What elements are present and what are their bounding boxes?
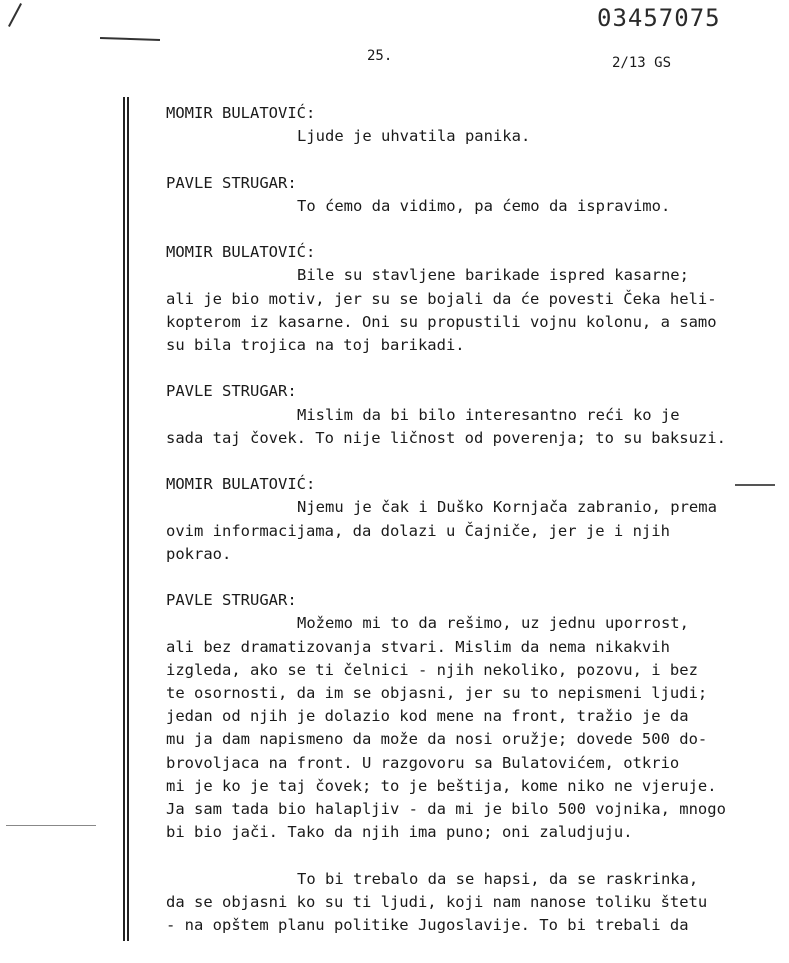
text-line: sada taj čovek. To nije ličnost od poverenja; to su baksuzi. (166, 428, 726, 447)
text-line: - na opštem planu politike Jugoslavije. To bi trebali da (166, 916, 689, 935)
speech-block (166, 102, 736, 148)
text-line: jedan od njih je dolazio kod mene na front, tražio je da (166, 707, 689, 726)
text-line: brovoljaca na front. U razgovoru sa Bulatovićem, otkrio (166, 753, 680, 772)
text-line: Možemo mi to da rešimo, uz jednu uporrost, (297, 614, 689, 633)
speech-block (166, 380, 736, 450)
text-line: Ljude je uhvatila panika. (297, 127, 531, 146)
transcript-body (166, 102, 736, 960)
paragraph (166, 496, 736, 566)
scan-artifact-dash (735, 484, 775, 486)
text-line: Ja sam tada bio halapljiv - da mi je bilo 500 vojnika, mnogo (166, 800, 726, 819)
speaker-name: PAVLE STRUGAR: (166, 173, 297, 192)
scan-artifact-dash (100, 37, 160, 41)
reference-code: 2/13 GS (612, 55, 672, 71)
text-line: su bila trojica na toj barikadi. (166, 336, 465, 354)
speaker-name: PAVLE STRUGAR: (166, 591, 297, 610)
paragraph (166, 125, 736, 148)
speech-block (166, 241, 736, 357)
text-line: Mislim da bi bilo interesantno reći ko je (297, 405, 680, 424)
paragraph (166, 195, 736, 218)
text-line: ali bez dramatizovanja stvari. Mislim da nema nikakvih (166, 637, 670, 656)
margin-bar (123, 97, 129, 941)
text-line: ali je bio motiv, jer su se bojali da će povesti Čeka heli- (166, 289, 717, 308)
scan-artifact-slash (8, 3, 22, 27)
speech-block (166, 172, 736, 218)
speaker-name: PAVLE STRUGAR: (166, 382, 297, 401)
text-line: da se objasni ko su ti ljudi, koji nam nanose toliku štetu (166, 892, 708, 911)
speaker-name: MOMIR BULATOVIĆ: (166, 475, 316, 494)
speaker-name: MOMIR BULATOVIĆ: (166, 104, 316, 122)
text-line: bi bio jači. Tako da njih ima puno; oni zaludjuju. (166, 823, 633, 842)
text-line: ovim informacijama, da dolazi u Čajniče, jer je i njih (166, 521, 670, 540)
speech-block (166, 473, 736, 566)
paragraph (166, 612, 736, 844)
text-line: kopterom iz kasarne. Oni su propustili vojnu kolonu, a samo (166, 312, 717, 331)
text-line: te osornosti, da im se objasni, jer su to nepismeni ljudi; (166, 684, 708, 702)
text-line: To ćemo da vidimo, pa ćemo da ispravimo. (297, 196, 671, 215)
text-line: To bi trebalo da se hapsi, da se raskrinka, (297, 869, 699, 888)
text-line: Njemu je čak i Duško Kornjača zabranio, prema (297, 498, 717, 517)
speech-block (166, 589, 736, 937)
page-number: 25. (367, 48, 393, 64)
speaker-name: MOMIR BULATOVIĆ: (166, 243, 316, 262)
paragraph (166, 264, 736, 357)
text-line: izgleda, ako se ti čelnici - njih nekoliko, pozovu, i bez (166, 660, 698, 679)
text-line: pokrao. (166, 544, 232, 563)
paragraph (166, 868, 736, 938)
paragraph (166, 404, 736, 450)
document-id-stamp: 03457075 (597, 4, 721, 32)
text-line: mi je ko je taj čovek; to je beštija, kome niko ne vjeruje. (166, 776, 717, 795)
text-line: mu ja dam napismeno da može da nosi oružje; dovede 500 do- (166, 730, 708, 749)
text-line: Bile su stavljene barikade ispred kasarne; (297, 266, 689, 285)
scan-artifact-dash (6, 825, 96, 826)
